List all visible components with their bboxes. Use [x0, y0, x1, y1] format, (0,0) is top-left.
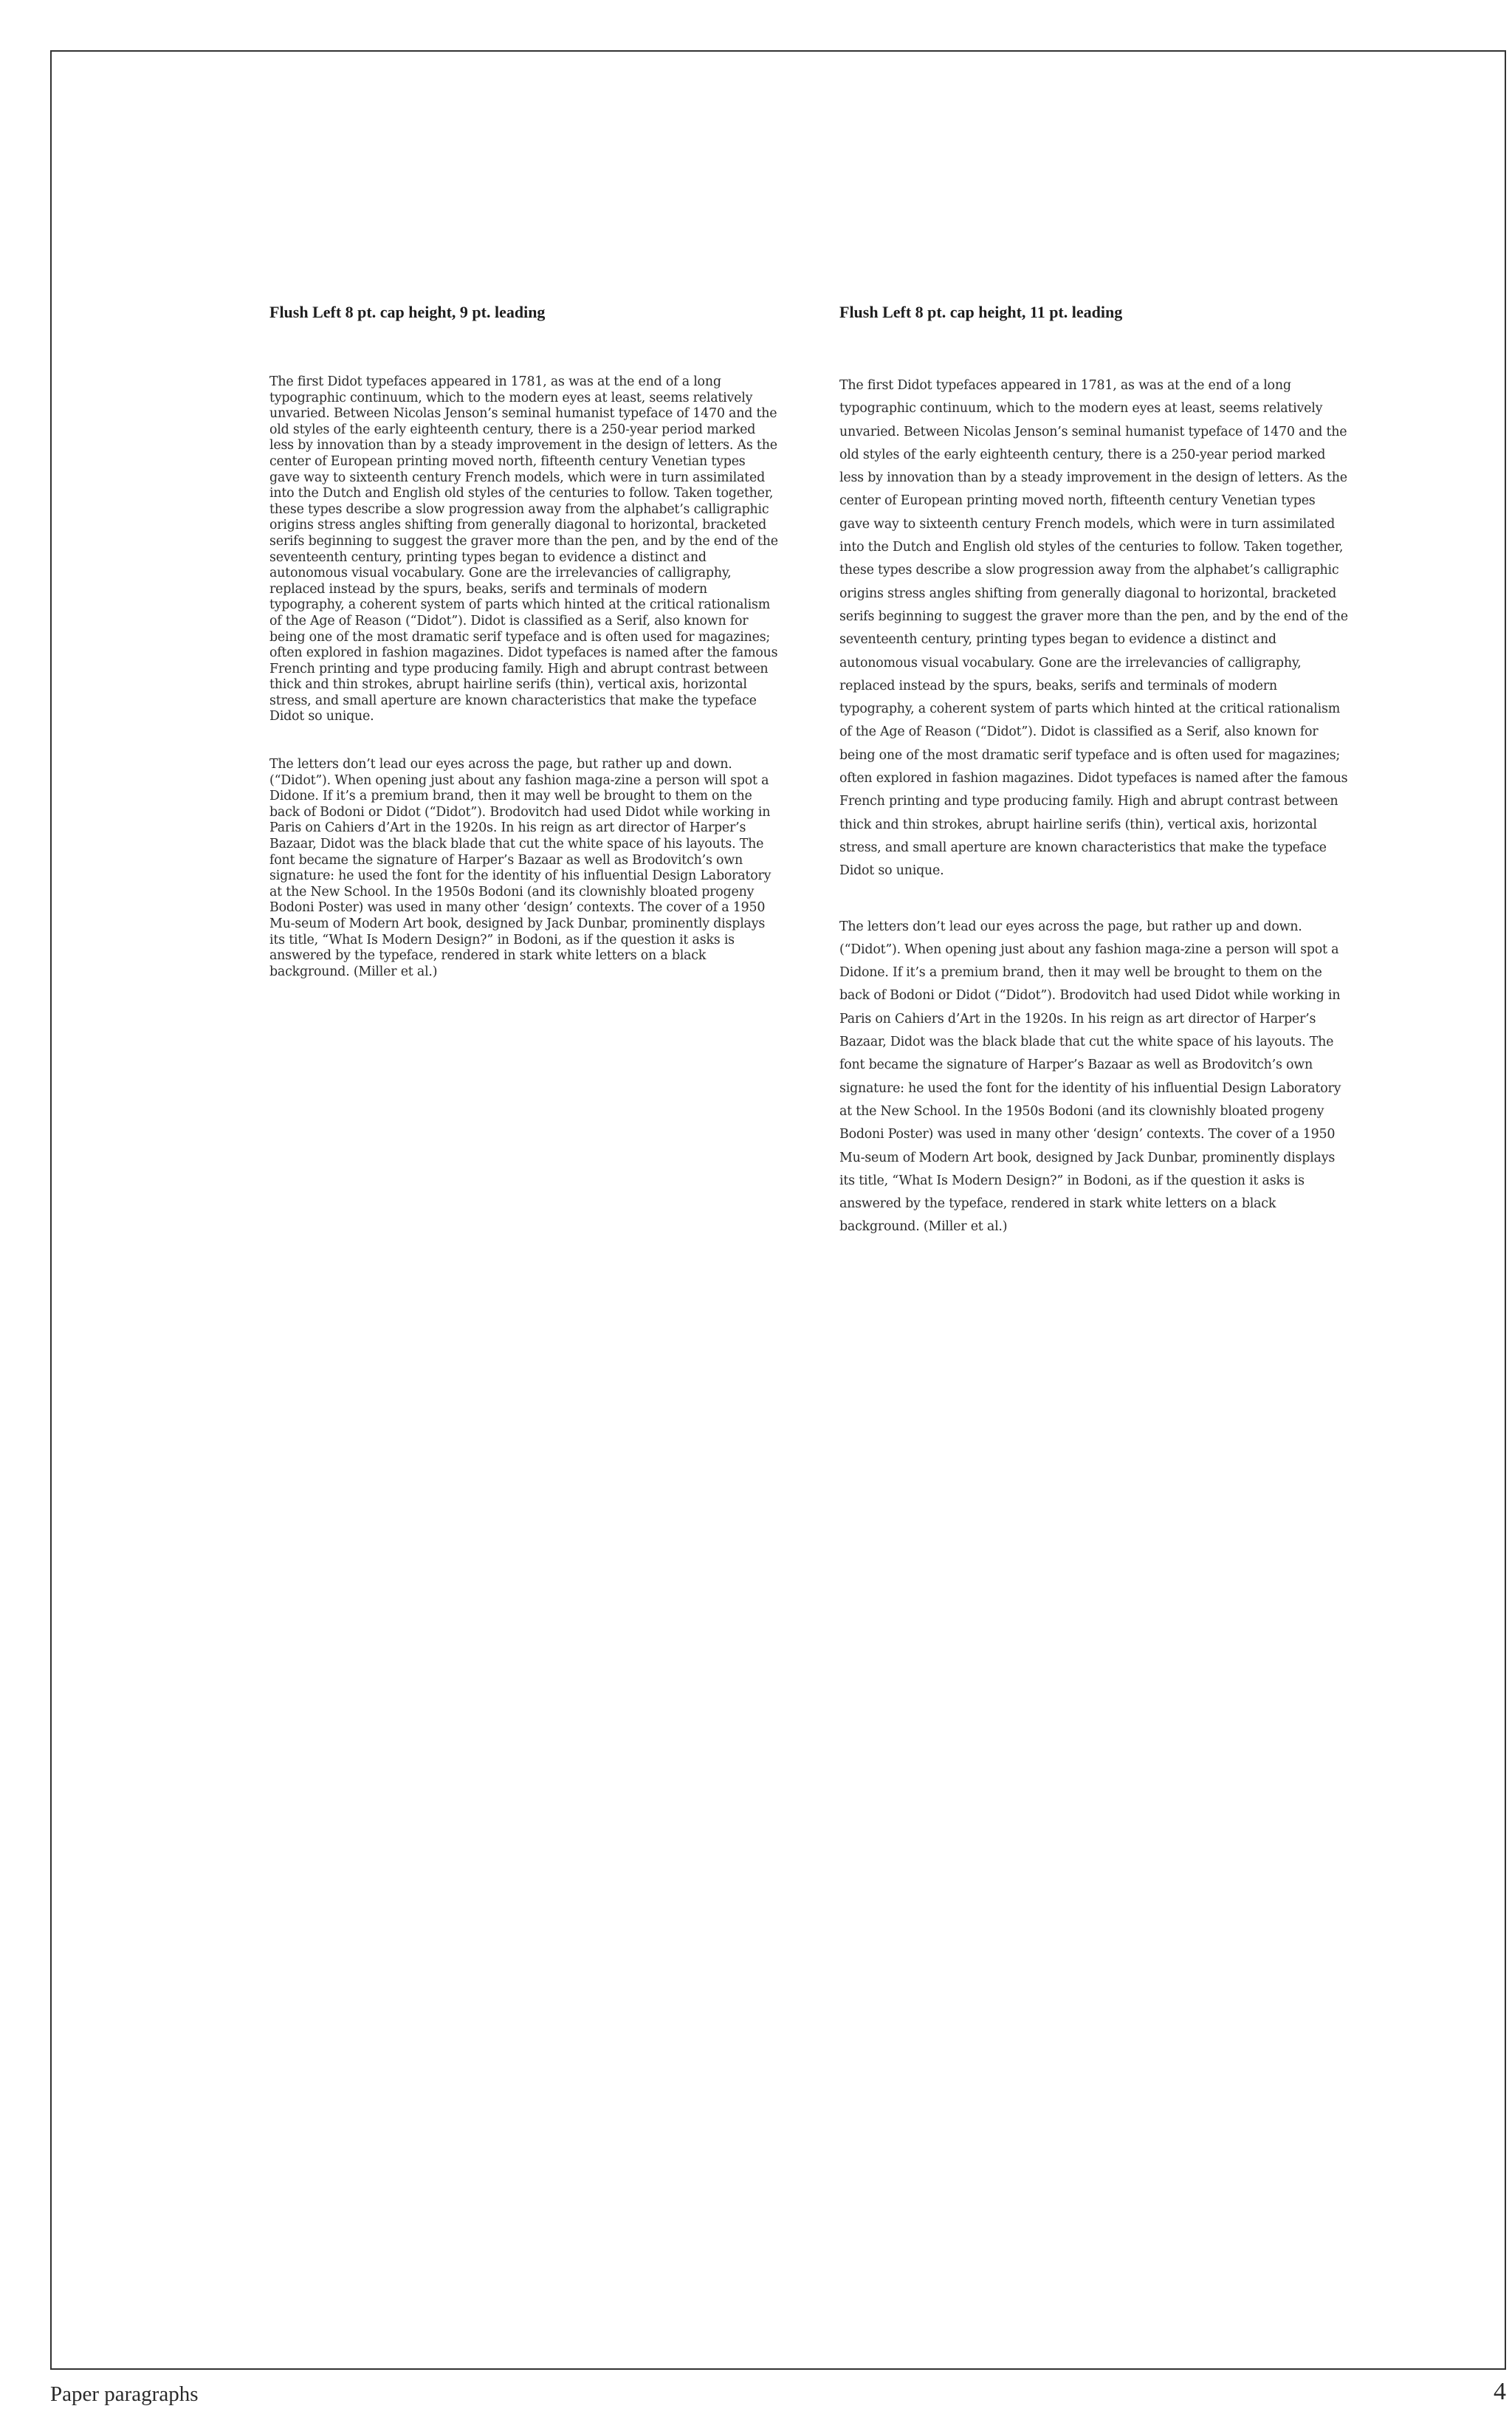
paragraph: The letters don’t lead our eyes across the page, but rather up and down. (“Didot”). When opening just about any fashion maga-zine a person will spot a Didone. If it’s a premium brand, then it may well be brought to them on the back of Bodoni or Didot (“Didot”). Brodovitch had used Didot while working in Paris on Cahiers d’Art in the 1920s. In his reign as art director of Harper’s Bazaar, Didot was the black blade that cut the white space of his layouts. The font became the signature of Harper’s Bazaar as well as Brodovitch’s own signature: he used the font for the identity of his influential Design Laboratory at the New School. In the 1950s Bodoni (and its clownishly bloated progeny Bodoni Poster) was used in many other ‘design’ contexts. The cover of a 1950 Mu-seum of Modern Art book, designed by Jack Dunbar, prominently displays its title, “What Is Modern Design?” in Bodoni, as if the question it asks is answered by the typeface, rendered in stark white letters on a black background. (Miller et al.) [269, 757, 772, 979]
footer-label: Paper paragraphs [50, 2382, 199, 2406]
column-heading: Flush Left 8 pt. cap height, 11 pt. leading [839, 303, 1123, 321]
column-body [839, 374, 1349, 1239]
page-frame [50, 50, 1506, 2370]
column-heading: Flush Left 8 pt. cap height, 9 pt. leading [269, 303, 546, 321]
paragraph: The first Didot typefaces appeared in 1781, as was at the end of a long typographic continuum, which to the modern eyes at least, seems relatively unvaried. Between Nicolas Jenson’s seminal humanist typeface of 1470 and the old styles of the early eighteenth century, there is a 250-year period marked less by innovation than by a steady improvement in the design of letters. As the center of European printing moved north, fifteenth century Venetian types gave way to sixteenth century French models, which were in turn assimilated into the Dutch and English old styles of the centuries to follow. Taken together, these types describe a slow progression away from the alphabet’s calligraphic origins stress angles shifting from generally diagonal to horizontal, bracketed serifs beginning to suggest the graver more than the pen, and by the end of the seventeenth century, printing types began to evidence a distinct and autonomous visual vocabulary. Gone are the irrelevancies of calligraphy, replaced instead by the spurs, beaks, serifs and terminals of modern typography, a coherent system of parts which hinted at the critical rationalism of the Age of Reason (“Didot”). Didot is classified as a Serif, also known for being one of the most dramatic serif typeface and is often used for magazines; often explored in fashion magazines. Didot typefaces is named after the famous French printing and type producing family. High and abrupt contrast between thick and thin strokes, abrupt hairline serifs (thin), vertical axis, horizontal stress, and small aperture are known characteristics that make the typeface Didot so unique. [839, 378, 1348, 879]
column-body [269, 374, 779, 980]
page-number: 4 [1494, 2378, 1506, 2405]
paragraph: The first Didot typefaces appeared in 1781, as was at the end of a long typographic continuum, which to the modern eyes at least, seems relatively unvaried. Between Nicolas Jenson’s seminal humanist typeface of 1470 and the old styles of the early eighteenth century, there is a 250-year period marked less by innovation than by a steady improvement in the design of letters. As the center of European printing moved north, fifteenth century Venetian types gave way to sixteenth century French models, which were in turn assimilated into the Dutch and English old styles of the centuries to follow. Taken together, these types describe a slow progression away from the alphabet’s calligraphic origins stress angles shifting from generally diagonal to horizontal, bracketed serifs beginning to suggest the graver more than the pen, and by the end of the seventeenth century, printing types began to evidence a distinct and autonomous visual vocabulary. Gone are the irrelevancies of calligraphy, replaced instead by the spurs, beaks, serifs and terminals of modern typography, a coherent system of parts which hinted at the critical rationalism of the Age of Reason (“Didot”). Didot is classified as a Serif, also known for being one of the most dramatic serif typeface and is often used for magazines; often explored in fashion magazines. Didot typefaces is named after the famous French printing and type producing family. High and abrupt contrast between thick and thin strokes, abrupt hairline serifs (thin), vertical axis, horizontal stress, and small aperture are known characteristics that make the typeface Didot so unique. [269, 374, 778, 724]
paragraph: The letters don’t lead our eyes across the page, but rather up and down. (“Didot”). When opening just about any fashion maga-zine a person will spot a Didone. If it’s a premium brand, then it may well be brought to them on the back of Bodoni or Didot (“Didot”). Brodovitch had used Didot while working in Paris on Cahiers d’Art in the 1920s. In his reign as art director of Harper’s Bazaar, Didot was the black blade that cut the white space of his layouts. The font became the signature of Harper’s Bazaar as well as Brodovitch’s own signature: he used the font for the identity of his influential Design Laboratory at the New School. In the 1950s Bodoni (and its clownishly bloated progeny Bodoni Poster) was used in many other ‘design’ contexts. The cover of a 1950 Mu-seum of Modern Art book, designed by Jack Dunbar, prominently displays its title, “What Is Modern Design?” in Bodoni, as if the question it asks is answered by the typeface, rendered in stark white letters on a black background. (Miller et al.) [839, 919, 1341, 1235]
